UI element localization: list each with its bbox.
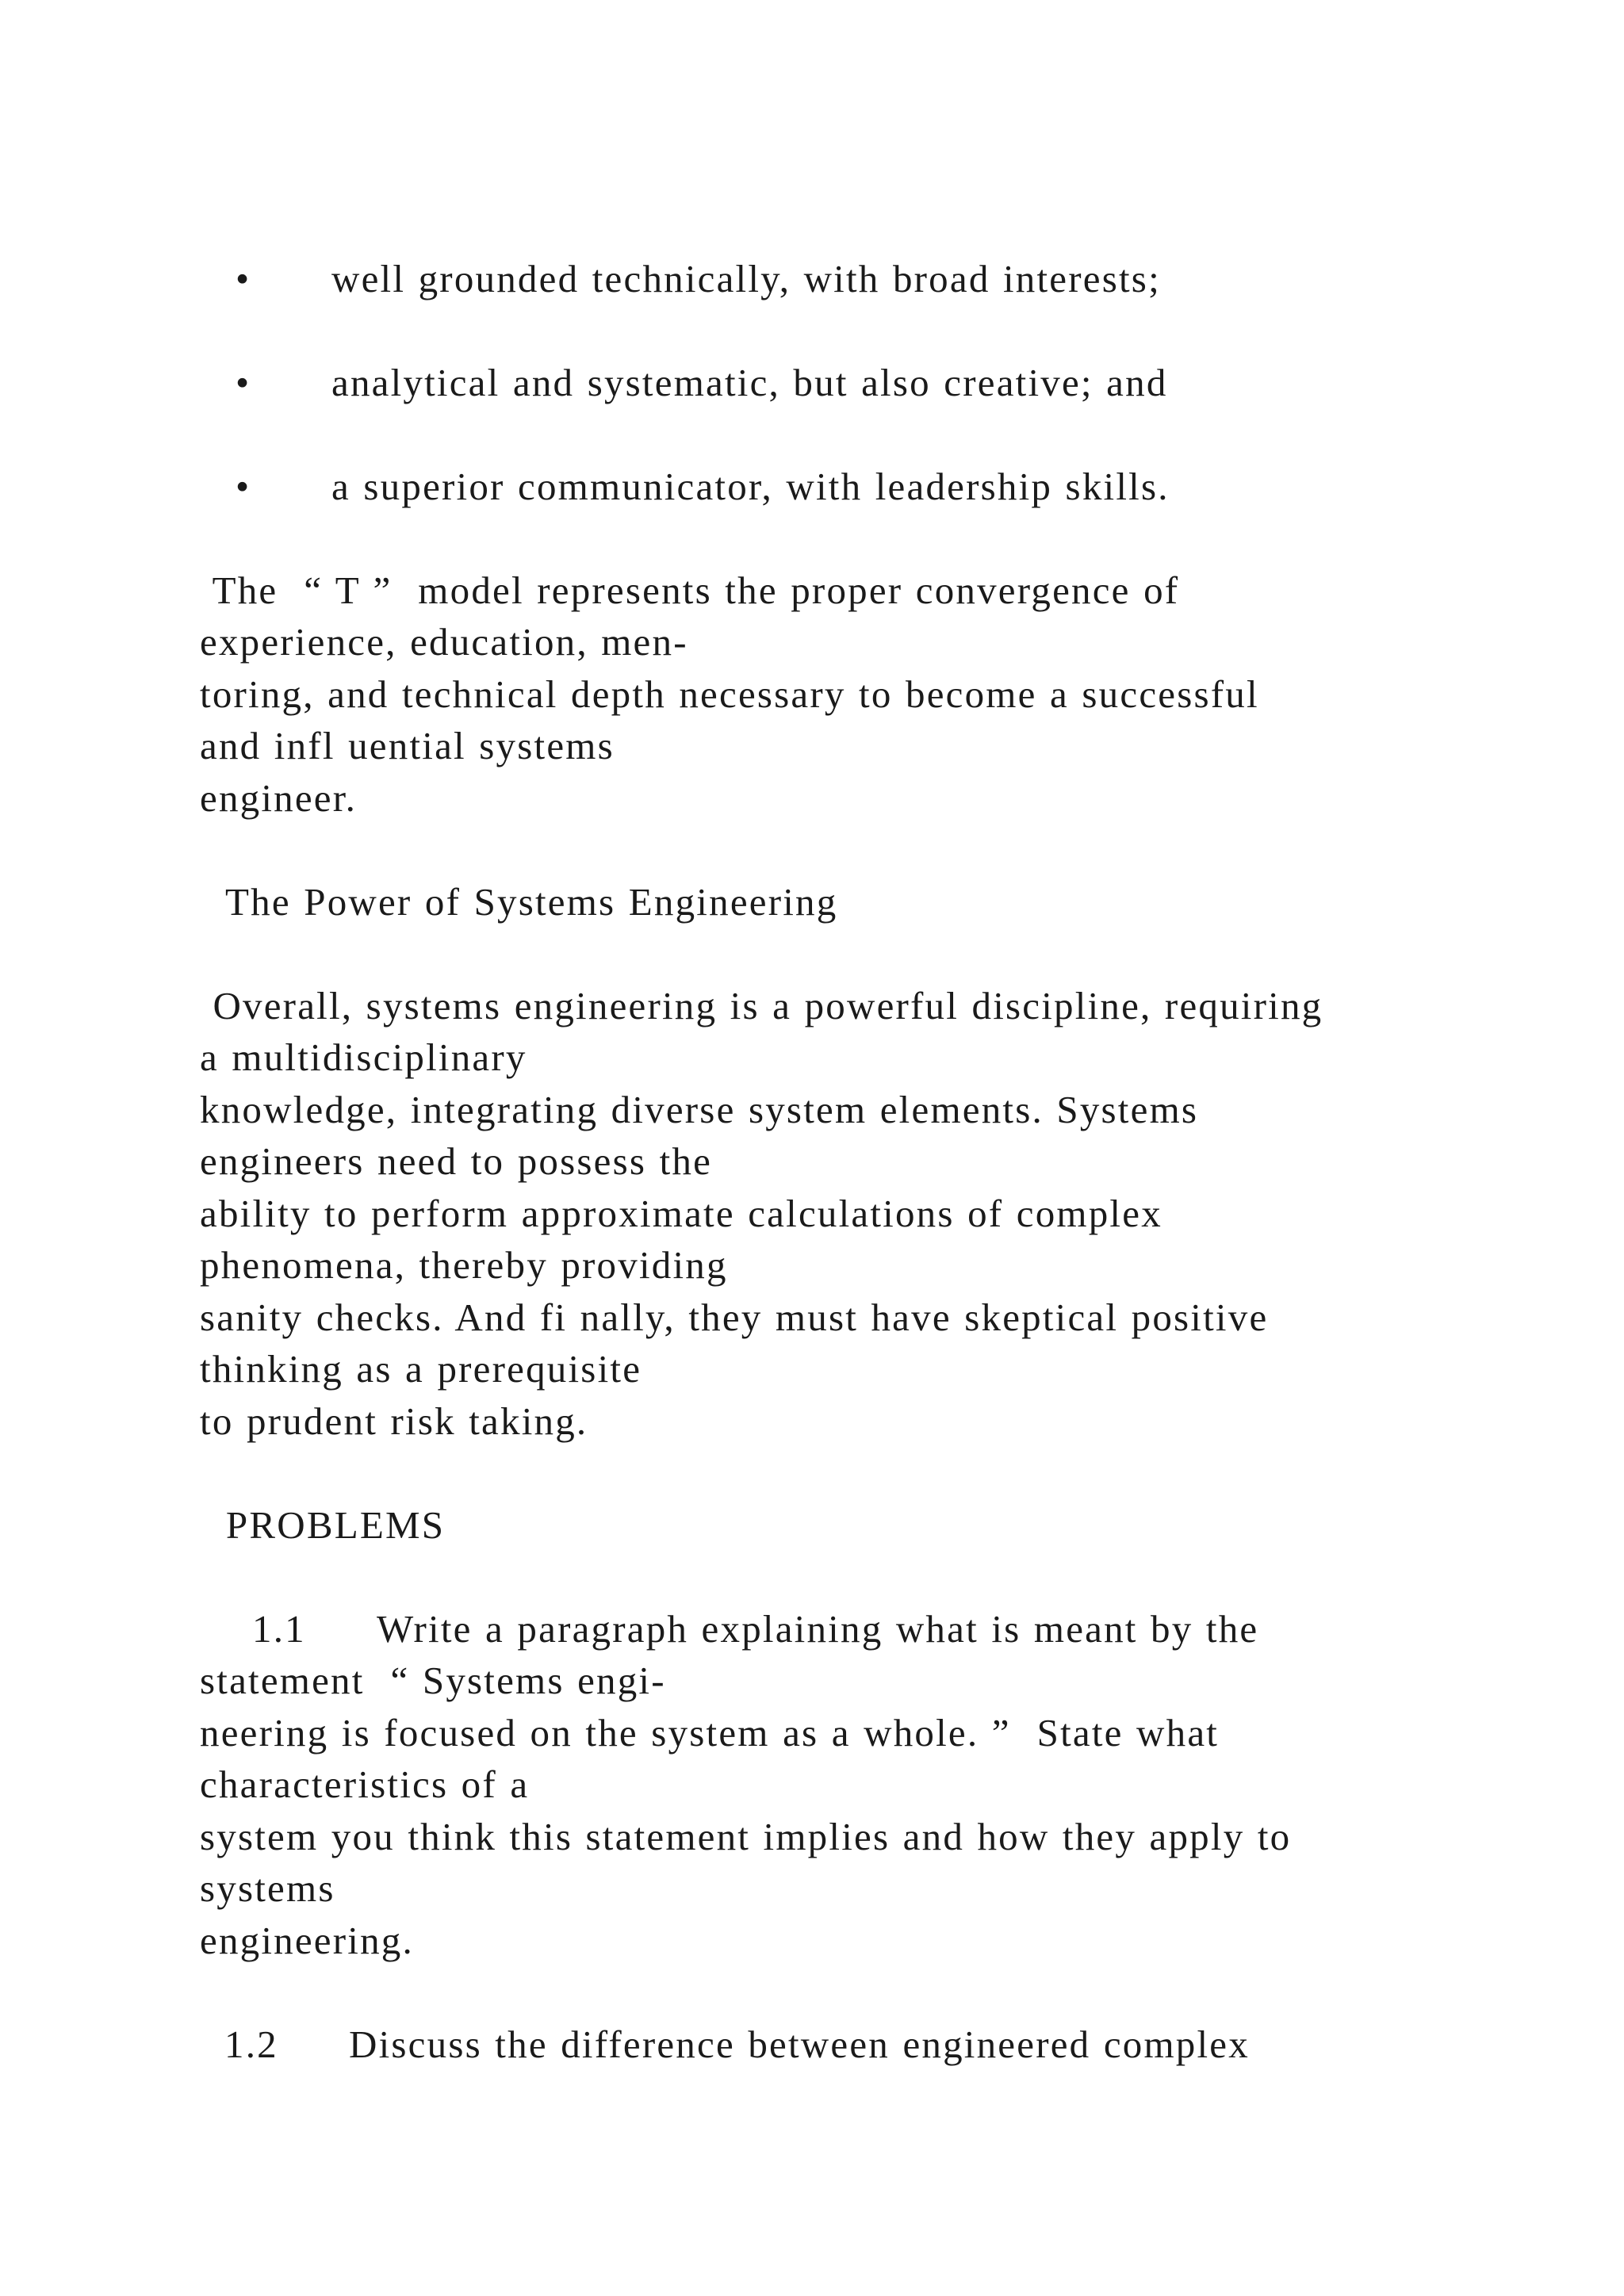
bullet-item-text: well grounded technically, with broad interests; [331, 257, 1161, 300]
bullet-item-text: analytical and systematic, but also creative; and [331, 361, 1168, 404]
problem-line: Discuss the difference between engineered complex [349, 2022, 1250, 2066]
paragraph-line: engineers need to possess the [200, 1139, 713, 1183]
paragraph-line: toring, and technical depth necessary to become a successful [200, 672, 1259, 716]
paragraph-line: sanity checks. And fi nally, they must have skeptical positive [200, 1295, 1269, 1339]
problems-heading: PROBLEMS [200, 1503, 446, 1547]
problem-line: system you think this statement implies and how they apply to [200, 1815, 1292, 1858]
paragraph-line: knowledge, integrating diverse system elements. Systems [200, 1088, 1199, 1131]
problem-number: 1.1 [252, 1607, 306, 1651]
bullet-marker: • [236, 257, 250, 300]
problem-line: statement “ Systems engi- [200, 1659, 666, 1702]
bullet-marker: • [236, 361, 250, 404]
bullet-marker: • [236, 465, 250, 508]
paragraph-line: Overall, systems engineering is a powerful discipline, requiring [200, 984, 1323, 1027]
paragraph-line: ability to perform approximate calculations of complex [200, 1192, 1162, 1235]
problem-number: 1.2 [224, 2022, 278, 2066]
paragraph-line: a multidisciplinary [200, 1035, 527, 1079]
problem-line: neering is focused on the system as a whole. ” State what [200, 1711, 1220, 1755]
problem-line: engineering. [200, 1919, 414, 1962]
paragraph-line: experience, education, men- [200, 620, 688, 664]
paragraph-line: and infl uential systems [200, 724, 615, 767]
problem-line: characteristics of a [200, 1762, 530, 1806]
paragraph-line: phenomena, thereby providing [200, 1243, 728, 1287]
section-heading: The Power of Systems Engineering [200, 880, 838, 924]
problem-line: Write a paragraph explaining what is meant by the [377, 1607, 1259, 1651]
bullet-item-text: a superior communicator, with leadership skills. [331, 465, 1170, 508]
paragraph-line: to prudent risk taking. [200, 1399, 588, 1443]
paragraph-line: The “ T ” model represents the proper convergence of [200, 568, 1180, 612]
paragraph-line: thinking as a prerequisite [200, 1347, 642, 1391]
problem-line: systems [200, 1866, 335, 1910]
paragraph-line: engineer. [200, 776, 358, 820]
